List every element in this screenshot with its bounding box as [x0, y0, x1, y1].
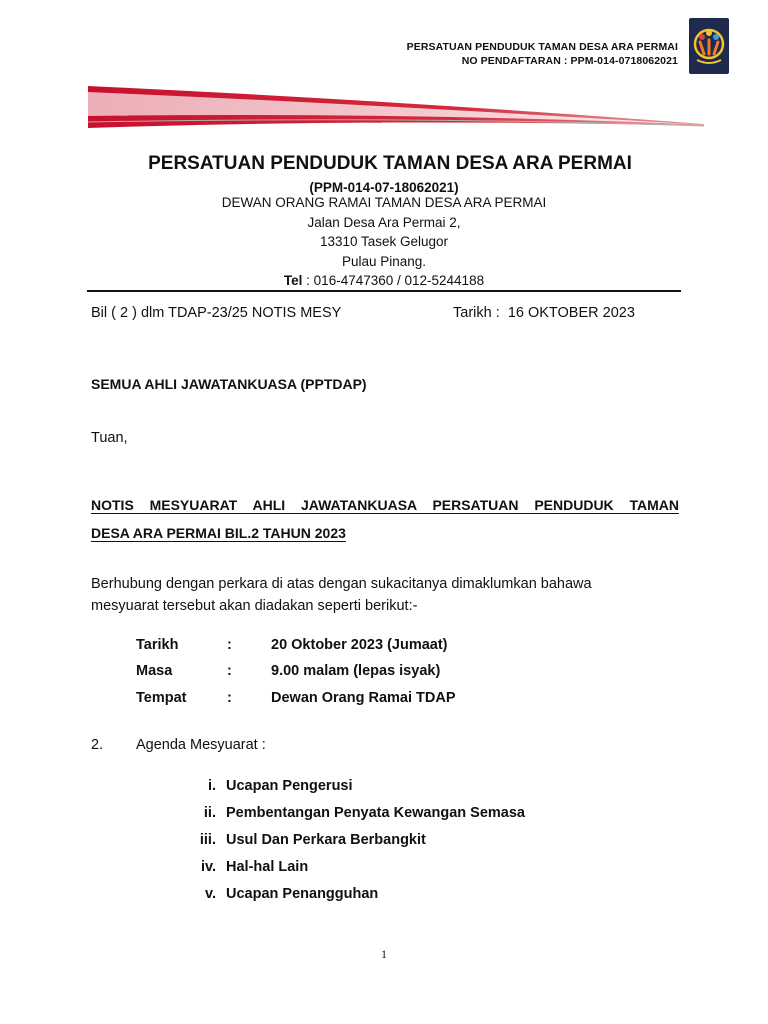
association-logo-icon: [689, 18, 729, 74]
agenda-item-number: iii.: [199, 832, 216, 848]
detail-separator: :: [227, 663, 232, 679]
header-registration-number: NO PENDAFTARAN : PPM-014-0718062021: [461, 55, 678, 67]
agenda-number: 2.: [91, 737, 104, 753]
subject-line-1: NOTIS MESYUARAT AHLI JAWATANKUASA PERSATUAN PENDUDUK TAMAN: [91, 497, 679, 513]
header-org-name: PERSATUAN PENDUDUK TAMAN DESA ARA PERMAI: [406, 41, 678, 53]
reference-bil: Bil ( 2 ) dlm TDAP-23/25 NOTIS MESY: [91, 305, 342, 321]
letterhead-divider: [87, 290, 681, 292]
tel-label: Tel: [283, 273, 303, 288]
header-swoosh-decoration: [88, 82, 704, 132]
agenda-item-text: Ucapan Penangguhan: [226, 886, 379, 902]
agenda-heading: Agenda Mesyuarat :: [136, 737, 266, 753]
telephone-line: [0, 271, 768, 291]
detail-value-time: 9.00 malam (lepas isyak): [271, 663, 441, 679]
address-line: DEWAN ORANG RAMAI TAMAN DESA ARA PERMAI: [221, 195, 547, 210]
page-number: 1: [381, 947, 387, 961]
detail-separator: :: [227, 690, 232, 706]
detail-value-venue: Dewan Orang Ramai TDAP: [271, 690, 456, 706]
tel-value: : 016-4747360 / 012-5244188: [302, 273, 485, 288]
date-label: Tarikh :: [453, 305, 500, 321]
date-value: 16 OKTOBER 2023: [507, 305, 635, 321]
detail-label-date: Tarikh: [136, 637, 179, 653]
address-line: Pulau Pinang.: [341, 253, 427, 269]
agenda-item-number: iv.: [200, 859, 216, 875]
intro-line-2: mesyuarat tersebut akan diadakan seperti berikut:-: [91, 598, 418, 614]
agenda-item-text: Hal-hal Lain: [226, 859, 309, 875]
intro-line-1: Berhubung dengan perkara di atas dengan sukacitanya dimaklumkan bahawa: [91, 576, 592, 592]
recipient: SEMUA AHLI JAWATANKUASA (PPTDAP): [91, 376, 367, 392]
letterhead-reg-number: (PPM-014-07-18062021): [309, 180, 459, 195]
agenda-item-text: Usul Dan Perkara Berbangkit: [226, 832, 426, 848]
address-line: 13310 Tasek Gelugor: [319, 234, 449, 249]
detail-label-time: Masa: [136, 663, 173, 679]
letterhead-address: [0, 193, 768, 291]
detail-value-date: 20 Oktober 2023 (Jumaat): [271, 637, 448, 653]
agenda-item-text: Pembentangan Penyata Kewangan Semasa: [226, 805, 525, 821]
salutation: Tuan,: [91, 430, 128, 446]
detail-separator: :: [227, 637, 232, 653]
letterhead-title: PERSATUAN PENDUDUK TAMAN DESA ARA PERMAI: [148, 153, 632, 174]
detail-label-venue: Tempat: [136, 690, 187, 706]
agenda-item-number: ii.: [203, 805, 216, 821]
agenda-item-text: Ucapan Pengerusi: [226, 778, 353, 794]
agenda-item-number: v.: [204, 886, 216, 902]
address-line: Jalan Desa Ara Permai 2,: [307, 214, 461, 230]
reference-date: [453, 305, 635, 321]
agenda-item-number: i.: [207, 778, 216, 794]
subject-line-2: DESA ARA PERMAI BIL.2 TAHUN 2023: [91, 525, 346, 541]
